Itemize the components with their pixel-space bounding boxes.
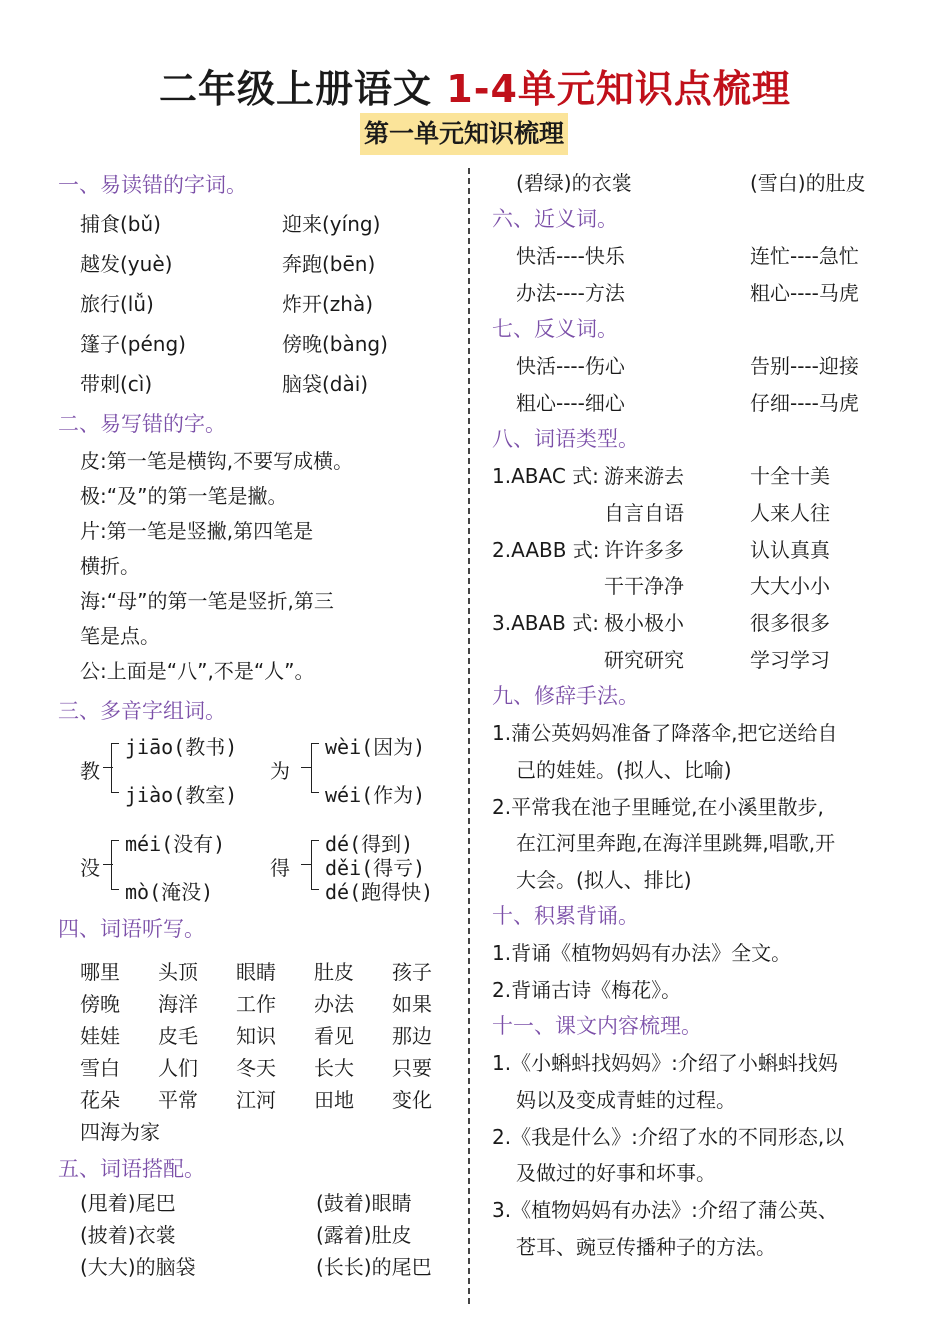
word-item: 带刺(cì): [80, 372, 153, 396]
polyphone-char: 得: [270, 856, 290, 880]
dictation-word: 花朵: [80, 1088, 120, 1112]
brace-bracket: [111, 743, 119, 793]
title-main: 二年级上册语文: [159, 67, 447, 111]
column-divider: [468, 168, 470, 1304]
dictation-word: 傍晚: [80, 992, 120, 1016]
word-item: 傍晚(bàng): [282, 332, 388, 356]
page-title: [0, 58, 950, 113]
polyphone-char: 没: [80, 856, 100, 880]
polyphone-char: 为: [270, 759, 290, 783]
word-type-example: 认认真真: [750, 538, 830, 562]
word-type-example: 游来游去: [604, 464, 684, 488]
dictation-word: 长大: [314, 1056, 354, 1080]
word-item: 越发(yuè): [80, 252, 173, 276]
reading-item: méi(没有): [125, 832, 226, 856]
text-line: 横折。: [80, 554, 140, 578]
text-line: 及做过的好事和坏事。: [516, 1161, 716, 1185]
text-line: 公:上面是“八”,不是“人”。: [80, 659, 315, 683]
text-line: 1.《小蝌蚪找妈妈》:介绍了小蝌蚪找妈: [492, 1051, 838, 1075]
reading-item: dé(跑得快): [325, 880, 434, 904]
polyphone-char: 教: [80, 759, 100, 783]
collocation-item: (长长)的尾巴: [316, 1255, 432, 1279]
word-type-example: 自言自语: [604, 501, 684, 525]
word-type-label: 3.ABAB 式:: [492, 611, 599, 635]
text-line: 己的娃娃。(拟人、比喻): [516, 758, 732, 782]
brace-tick: [103, 767, 113, 768]
synonym-pair: 办法----方法: [516, 281, 625, 305]
dictation-word: 田地: [314, 1088, 354, 1112]
collocation-item: (甩着)尾巴: [80, 1191, 176, 1215]
section-heading-9: 九、修辞手法。: [492, 684, 639, 708]
section-heading-4: 四、词语听写。: [58, 917, 205, 941]
collocation-item: (雪白)的肚皮: [750, 171, 866, 195]
word-type-example: 大大小小: [750, 574, 830, 598]
dictation-word: 海洋: [158, 992, 198, 1016]
synonym-pair: 快活----快乐: [516, 244, 625, 268]
reading-item: wèi(因为): [325, 735, 426, 759]
antonym-pair: 快活----伤心: [516, 354, 625, 378]
dictation-word: 看见: [314, 1024, 354, 1048]
word-type-example: 很多很多: [750, 611, 830, 635]
word-type-example: 许许多多: [604, 538, 684, 562]
brace-bracket: [311, 840, 319, 890]
word-item: 迎来(yíng): [282, 212, 381, 236]
antonym-pair: 粗心----细心: [516, 391, 625, 415]
dictation-word: 肚皮: [314, 960, 354, 984]
antonym-pair: 仔细----马虎: [750, 391, 859, 415]
brace-bracket: [111, 840, 119, 890]
text-line: 极:“及”的第一笔是撇。: [80, 484, 288, 508]
dictation-word: 娃娃: [80, 1024, 120, 1048]
text-line: 苍耳、豌豆传播种子的方法。: [516, 1235, 776, 1259]
dictation-word: 头顶: [158, 960, 198, 984]
dictation-word: 人们: [158, 1056, 198, 1080]
word-item: 篷子(péng): [80, 332, 186, 356]
section-heading-10: 十、积累背诵。: [492, 904, 639, 928]
section-heading-1: 一、易读错的字词。: [58, 173, 247, 197]
section-heading-8: 八、词语类型。: [492, 427, 639, 451]
synonym-pair: 粗心----马虎: [750, 281, 859, 305]
brace-tick: [301, 767, 311, 768]
word-item: 捕食(bǔ): [80, 212, 161, 236]
text-line: 1.背诵《植物妈妈有办法》全文。: [492, 941, 792, 965]
dictation-word: 知识: [236, 1024, 276, 1048]
synonym-pair: 连忙----急忙: [750, 244, 859, 268]
text-line: 皮:第一笔是横钩,不要写成横。: [80, 449, 354, 473]
text-line: 片:第一笔是竖撇,第四笔是: [80, 519, 314, 543]
word-type-label: 2.AABB 式:: [492, 538, 600, 562]
section-heading-11: 十一、课文内容梳理。: [492, 1014, 702, 1038]
word-type-example: 学习学习: [750, 648, 830, 672]
word-type-label: 1.ABAC 式:: [492, 464, 599, 488]
reading-item: jiào(教室): [125, 783, 238, 807]
reading-item: děi(得亏): [325, 856, 426, 880]
text-line: 妈以及变成青蛙的过程。: [516, 1088, 736, 1112]
text-line: 笔是点。: [80, 624, 160, 648]
dictation-word: 哪里: [80, 960, 120, 984]
dictation-word: 冬天: [236, 1056, 276, 1080]
dictation-word: 四海为家: [80, 1120, 160, 1144]
collocation-item: (披着)衣裳: [80, 1223, 176, 1247]
collocation-item: (鼓着)眼睛: [316, 1191, 412, 1215]
text-line: 3.《植物妈妈有办法》:介绍了蒲公英、: [492, 1198, 838, 1222]
word-item: 奔跑(bēn): [282, 252, 376, 276]
text-line: 大会。(拟人、排比): [516, 868, 692, 892]
word-type-example: 干干净净: [604, 574, 684, 598]
dictation-word: 孩子: [392, 960, 432, 984]
text-line: 2.平常我在池子里睡觉,在小溪里散步,: [492, 795, 824, 819]
text-line: 2.背诵古诗《梅花》。: [492, 978, 682, 1002]
dictation-word: 变化: [392, 1088, 432, 1112]
word-type-example: 人来人往: [750, 501, 830, 525]
word-item: 炸开(zhà): [282, 292, 374, 316]
section-heading-5: 五、词语搭配。: [58, 1157, 205, 1181]
reading-item: jiāo(教书): [125, 735, 238, 759]
text-line: 海:“母”的第一笔是竖折,第三: [80, 589, 334, 613]
dictation-word: 办法: [314, 992, 354, 1016]
text-line: 在江河里奔跑,在海洋里跳舞,唱歌,开: [516, 831, 836, 855]
reading-item: wéi(作为): [325, 783, 426, 807]
dictation-word: 雪白: [80, 1056, 120, 1080]
reading-item: dé(得到): [325, 832, 414, 856]
dictation-word: 平常: [158, 1088, 198, 1112]
collocation-item: (大大)的脑袋: [80, 1255, 196, 1279]
word-type-example: 十全十美: [750, 464, 830, 488]
title-accent: 1-4单元知识点梳理: [446, 67, 791, 111]
brace-bracket: [311, 743, 319, 793]
word-item: 脑袋(dài): [282, 372, 369, 396]
unit-subtitle: 第一单元知识梳理: [360, 113, 568, 155]
section-heading-6: 六、近义词。: [492, 207, 618, 231]
collocation-item: (碧绿)的衣裳: [516, 171, 632, 195]
collocation-item: (露着)肚皮: [316, 1223, 412, 1247]
dictation-word: 眼睛: [236, 960, 276, 984]
section-heading-2: 二、易写错的字。: [58, 412, 226, 436]
dictation-word: 那边: [392, 1024, 432, 1048]
dictation-word: 皮毛: [158, 1024, 198, 1048]
dictation-word: 工作: [236, 992, 276, 1016]
section-heading-3: 三、多音字组词。: [58, 699, 226, 723]
section-heading-7: 七、反义词。: [492, 317, 618, 341]
dictation-word: 如果: [392, 992, 432, 1016]
word-type-example: 极小极小: [604, 611, 684, 635]
dictation-word: 只要: [392, 1056, 432, 1080]
antonym-pair: 告别----迎接: [750, 354, 859, 378]
text-line: 2.《我是什么》:介绍了水的不同形态,以: [492, 1125, 845, 1149]
brace-tick: [103, 864, 113, 865]
dictation-word: 江河: [236, 1088, 276, 1112]
word-type-example: 研究研究: [604, 648, 684, 672]
reading-item: mò(淹没): [125, 880, 214, 904]
word-item: 旅行(lǚ): [80, 292, 154, 316]
brace-tick: [301, 864, 311, 865]
text-line: 1.蒲公英妈妈准备了降落伞,把它送给自: [492, 721, 838, 745]
